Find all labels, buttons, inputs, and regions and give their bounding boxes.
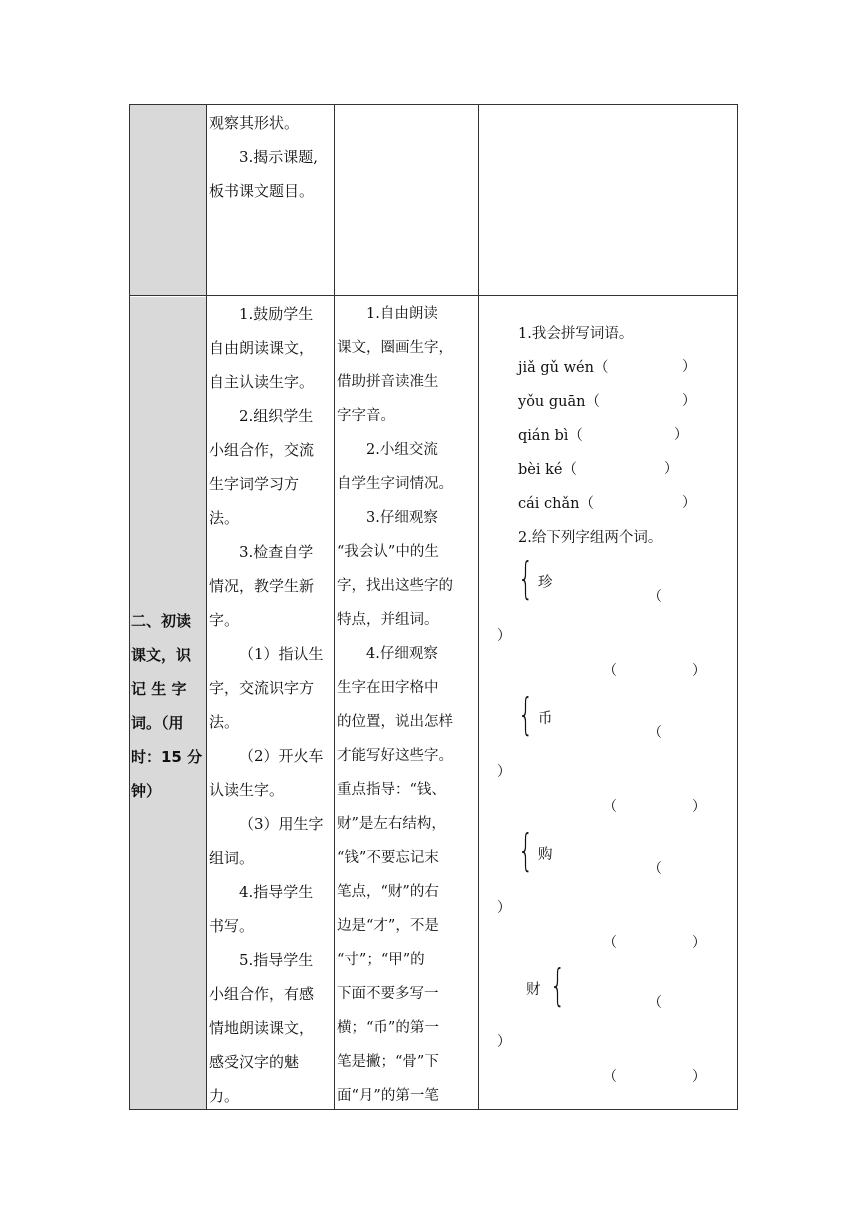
stage-line: 二、初读: [131, 612, 192, 630]
stage-cell-shading-top: [130, 105, 206, 295]
text-line: 法。: [209, 713, 240, 731]
text-line: 横；“币”的第一: [337, 1020, 439, 1036]
text-line: 感受汉字的魅: [209, 1053, 300, 1071]
text-line: 组词。: [209, 849, 255, 867]
text-line: 笔点，“财”的右: [337, 884, 439, 900]
paren-close: ）: [497, 628, 511, 644]
paren-close: ）: [674, 427, 688, 443]
paren-close: ）: [497, 900, 511, 916]
char-item: 财: [526, 982, 541, 998]
text-line: 1.自由朗读: [366, 306, 438, 322]
paren-close: ）: [682, 393, 696, 409]
table-border-right: [737, 104, 738, 1110]
text-line: 财”是左右结构，: [337, 816, 446, 832]
text-line: 3.检查自学: [239, 543, 314, 561]
text-line: 情况，教学生新: [209, 577, 315, 595]
paren-close: ）: [682, 359, 696, 375]
text-line: 字，找出这些字的: [337, 578, 453, 594]
paren-open: （: [603, 1069, 617, 1085]
text-line: 认读生字。: [209, 781, 285, 799]
paren-close: ）: [664, 461, 678, 477]
text-line: 书写。: [209, 917, 255, 935]
brace-icon: {: [518, 689, 534, 740]
paren-close: ）: [692, 799, 706, 815]
text-line: 3.仔细观察: [366, 510, 438, 526]
text-line: 小组合作，有感: [209, 985, 315, 1003]
text-line: （3）用生字: [239, 815, 324, 833]
exercise-q1-title: 1.我会拼写词语。: [518, 326, 634, 342]
stage-line: 钟）: [131, 782, 162, 800]
text-line: 下面不要多写一: [337, 986, 439, 1002]
text-line: 自由朗读课文，: [209, 339, 315, 357]
text-line: 2.组织学生: [239, 407, 314, 425]
stage-line: 时：15 分: [131, 748, 203, 766]
table-border-left: [129, 104, 130, 1110]
text-line: 课文，圈画生字，: [337, 340, 453, 356]
paren-close: ）: [692, 935, 706, 951]
text-line: 4.指导学生: [239, 883, 314, 901]
column-divider: [478, 104, 479, 1110]
char-item: 珍: [538, 575, 553, 591]
paren-close: ）: [497, 1034, 511, 1050]
text-line: 1.鼓励学生: [239, 305, 314, 323]
stage-label: [131, 604, 207, 808]
text-line: “钱”不要忘记末: [337, 850, 439, 866]
exercise-q2-title: 2.给下列字组两个词。: [518, 530, 663, 546]
text-line: （2）开火车: [239, 747, 324, 765]
paren-close: ）: [682, 495, 696, 511]
stage-line: 记 生 字: [131, 680, 187, 698]
brace-icon: {: [518, 825, 534, 876]
paren-open: （: [648, 725, 662, 741]
paren-open: （: [648, 995, 662, 1011]
text-line: 情地朗读课文，: [209, 1019, 315, 1037]
text-line: 3.揭示课题,: [239, 148, 319, 166]
paren-open: （: [648, 861, 662, 877]
brace-icon: {: [550, 960, 566, 1011]
text-line: 自学生字词情况。: [337, 476, 453, 492]
paren-open: （: [603, 935, 617, 951]
text-line: 的位置，说出怎样: [337, 714, 453, 730]
text-line: 边是“才”，不是: [337, 918, 439, 934]
pinyin-item: bèi ké（: [518, 462, 577, 478]
text-line: 观察其形状。: [209, 114, 300, 132]
pinyin-item: jiǎ gǔ wén（: [518, 360, 609, 376]
text-line: 重点指导：“钱、: [337, 782, 446, 798]
text-line: “寸”；“甲”的: [337, 952, 425, 968]
paren-close: ）: [692, 663, 706, 679]
text-line: 字字音。: [337, 408, 395, 424]
text-line: 2.小组交流: [366, 442, 438, 458]
text-line: 笔是撇；“骨”下: [337, 1054, 439, 1070]
text-line: 生字在田字格中: [337, 680, 439, 696]
text-line: （1）指认生: [239, 645, 324, 663]
text-line: 面“月”的第一笔: [337, 1088, 439, 1104]
pinyin-item: yǒu guān（: [518, 394, 600, 410]
paren-open: （: [603, 663, 617, 679]
paren-open: （: [603, 799, 617, 815]
row-divider: [129, 295, 738, 296]
text-line: 字，交流识字方: [209, 679, 315, 697]
pinyin-item: cái chǎn（: [518, 496, 594, 512]
text-line: 特点，并组词。: [337, 612, 439, 628]
pinyin-item: qián bì（: [518, 428, 583, 444]
paren-close: ）: [497, 764, 511, 780]
lesson-plan-table: [129, 104, 738, 1110]
text-line: 自主认读生字。: [209, 373, 315, 391]
paren-close: ）: [692, 1069, 706, 1085]
text-line: 借助拼音读准生: [337, 374, 439, 390]
text-line: “我会认”中的生: [337, 544, 439, 560]
char-item: 购: [538, 847, 553, 863]
text-line: 5.指导学生: [239, 951, 314, 969]
text-line: 板书课文题目。: [209, 182, 315, 200]
text-line: 才能写好这些字。: [337, 748, 453, 764]
row1-teacher-cell: [209, 106, 333, 208]
stage-line: 课文，识: [131, 646, 192, 664]
text-line: 法。: [209, 509, 240, 527]
column-divider: [334, 104, 335, 1110]
stage-line: 词。（用: [131, 714, 184, 732]
text-line: 字。: [209, 611, 240, 629]
teacher-activities-cell: [209, 297, 334, 1113]
brace-icon: {: [518, 553, 534, 604]
paren-open: （: [648, 589, 662, 605]
text-line: 4.仔细观察: [366, 646, 438, 662]
table-border-top: [129, 104, 738, 105]
student-activities-cell: [337, 297, 478, 1113]
char-item: 币: [538, 711, 553, 727]
text-line: 生字词学习方: [209, 475, 300, 493]
text-line: 力。: [209, 1087, 240, 1105]
text-line: 小组合作，交流: [209, 441, 315, 459]
